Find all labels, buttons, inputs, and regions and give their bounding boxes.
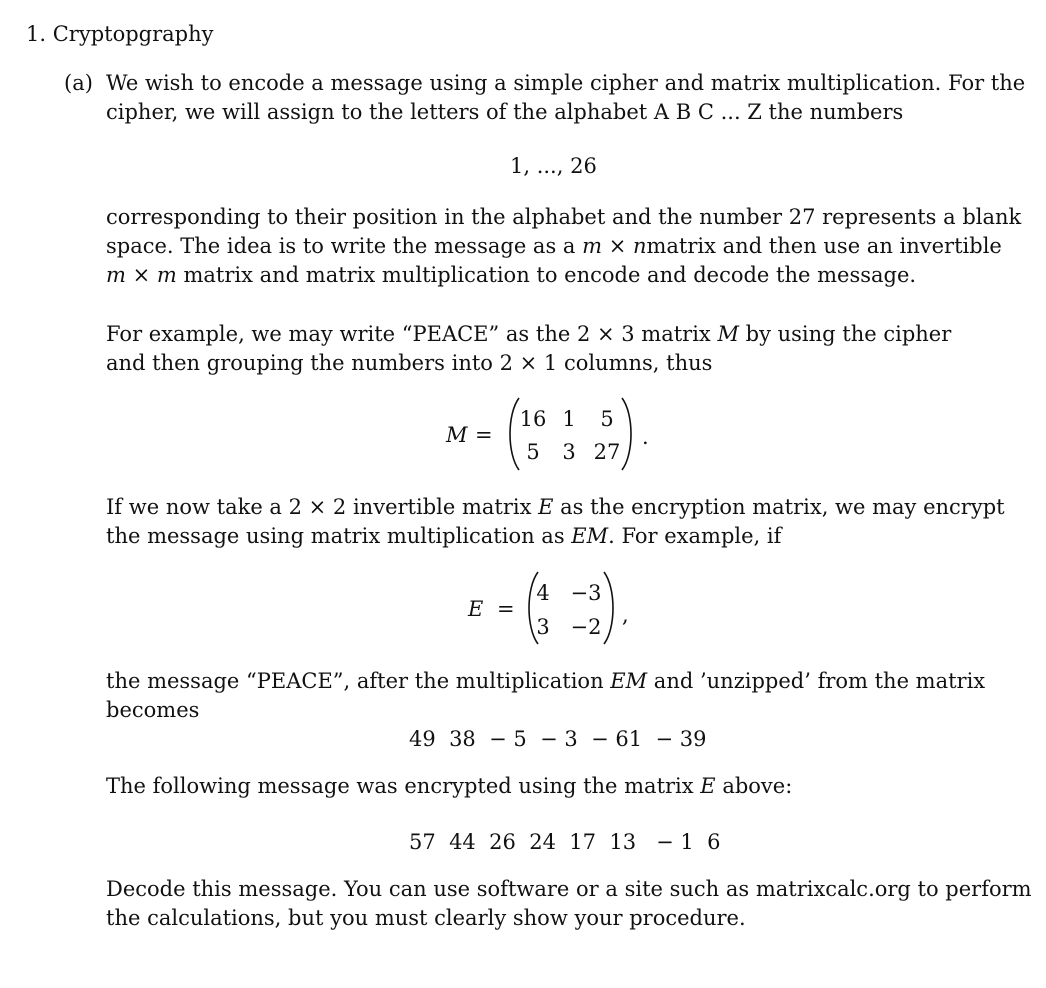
paragraph-3-line-1: For example, we may write “PEACE” as the 2 × 3 matrix M by using the cipher [106,322,952,346]
equals-sign: = [497,597,515,621]
part-label: (a) [64,71,93,95]
matrix-cell: 16 [519,407,547,431]
paragraph-7-line-1: Decode this message. You can use software or a site such as matrixcalc.org to perform [106,877,1032,901]
paragraph-5-line-2: becomes [106,698,200,722]
paragraph-6: The following message was encrypted using the matrix E above: [106,774,793,798]
problem-title: Cryptopgraphy [52,22,214,46]
paragraph-5-line-1: the message “PEACE”, after the multiplication EM and ’unzipped’ from the matrix [106,669,986,693]
matrix-e-comma: , [622,603,629,627]
math-m: m [582,234,603,258]
matrix-cell: −2 [570,615,602,639]
encoded-example: 49 38 − 5 − 3 − 61 − 39 [409,727,707,751]
paragraph-3-line-2: and then grouping the numbers into 2 × 1 columns, thus [106,351,713,375]
right-paren-icon [600,570,620,646]
matrix-m-label: M [446,423,468,447]
matrix-cell: 27 [593,440,621,464]
matrix-cell: −3 [570,581,602,605]
cipher-text: 57 44 26 24 17 13 − 1 6 [409,830,721,854]
math-E: E [538,495,554,519]
matrix-cell: 5 [526,440,540,464]
intro-line-2: cipher, we will assign to the letters of the alphabet A B C ... Z the numbers [106,100,904,124]
matrix-cell: 3 [536,615,550,639]
matrix-cell: 3 [562,440,576,464]
paragraph-2-line-3: m × m matrix and matrix multiplication to encode and decode the message. [106,263,917,287]
math-n: n [632,234,647,258]
matrix-e-label: E [468,597,484,621]
matrix-cell: 1 [562,407,576,431]
math-m: m [106,263,126,287]
intro-line-1: We wish to encode a message using a simple cipher and matrix multiplication. For the [106,71,1026,95]
math-EM: EM [571,524,609,548]
equals-sign: = [475,423,493,447]
math-M: M [717,322,739,346]
paragraph-4-line-1: If we now take a 2 × 2 invertible matrix E as the encryption matrix, we may encrypt [106,495,1005,519]
matrix-cell: 5 [600,407,614,431]
right-paren-icon [618,396,638,472]
problem-heading [26,20,214,49]
problem-number: 1. [26,22,47,46]
math-EM: EM [610,669,648,693]
paragraph-4-line-2: the message using matrix multiplication as EM. For example, if [106,524,782,548]
paragraph-7-line-2: the calculations, but you must clearly show your procedure. [106,906,746,930]
math-E: E [700,774,716,798]
math-m: m [156,263,177,287]
matrix-m-period: . [642,425,649,449]
number-range: 1, ..., 26 [510,154,597,178]
paragraph-2-line-2: space. The idea is to write the message as a m × nmatrix and then use an invertible [106,234,1002,258]
matrix-cell: 4 [536,581,550,605]
paragraph-2-line-1: corresponding to their position in the alphabet and the number 27 represents a blank [106,205,1022,229]
